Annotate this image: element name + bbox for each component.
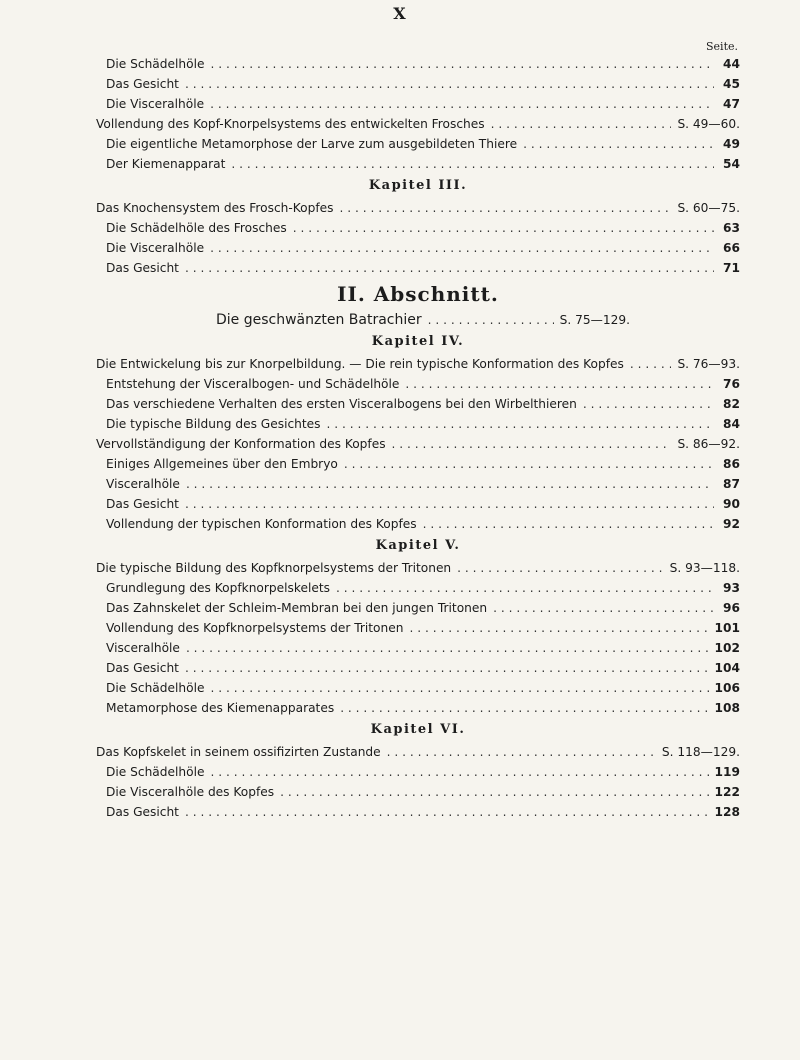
chapter-heading: Kapitel IV. [371,334,465,349]
dot-leader [210,762,708,782]
entry-title: Die Entwickelung bis zur Knorpelbildung. — Die rein typische Konformation des Kopfes [96,357,624,371]
toc-chapter-entry [96,198,740,218]
entry-page: S. 76—93. [677,357,740,371]
toc-entry [96,598,740,618]
toc-entry [96,514,740,534]
section-heading: II. Abschnitt. [337,282,499,306]
entry-title: Die eigentliche Metamorphose der Larve zum ausgebildeten Thiere [106,137,518,151]
entry-title: Grundlegung des Kopfknorpelskelets [106,581,330,595]
entry-page: 49 [723,137,740,151]
toc-entry [96,618,740,638]
toc-entry [96,394,740,414]
entry-page: 101 [714,621,740,635]
dot-leader [630,354,672,374]
toc-entry [96,678,740,698]
entry-title: Entstehung der Visceralbogen- und Schädelhöle [106,377,400,391]
entry-page: S. 86—92. [677,437,740,451]
toc-entry [96,454,740,474]
entry-page: 71 [723,261,740,275]
dot-leader [344,454,714,474]
dot-leader [392,434,672,454]
dot-leader [336,578,714,598]
dot-leader [280,782,708,802]
toc-entry [96,414,740,434]
entry-title: Die typische Bildung des Gesichtes [106,417,321,431]
entry-title: Die Schädelhöle des Frosches [106,221,287,235]
entry-page: 119 [714,765,740,779]
dot-leader [457,558,664,578]
entry-page: 45 [723,77,740,91]
entry-title: Das Gesicht [106,77,179,91]
entry-title: Vollendung des Kopf-Knorpelsystems des entwickelten Frosches [96,117,485,131]
entry-page: S. 75—129. [559,313,630,327]
entry-page: 104 [714,661,740,675]
toc-entry [96,258,740,278]
entry-page: 102 [714,641,740,655]
chapter-heading: Kapitel III. [368,178,468,193]
toc-entry [96,782,740,802]
section-subtitle-entry [96,310,740,330]
entry-page: 87 [723,477,740,491]
dot-leader [210,54,714,74]
entry-title: Die Schädelhöle [106,765,205,779]
toc-entry [96,374,740,394]
dot-leader [185,658,709,678]
toc-chapter-entry [96,354,740,374]
entry-title: Vervollständigung der Konformation des Kopfes [96,437,386,451]
entry-page: S. 49—60. [677,117,740,131]
toc-entry [96,134,740,154]
entry-title: Das Gesicht [106,497,179,511]
column-header-seite: Seite. [706,40,738,53]
dot-leader [409,618,708,638]
entry-title: Visceralhöle [106,641,180,655]
entry-title: Das verschiedene Verhalten des ersten Visceralbogens bei den Wirbelthieren [106,397,577,411]
dot-leader [231,154,714,174]
toc-chapter-entry [96,114,740,134]
dot-leader [186,638,709,658]
toc-entry [96,154,740,174]
dot-leader [185,494,714,514]
dot-leader [185,258,714,278]
dot-leader [387,742,656,762]
entry-page: 93 [723,581,740,595]
dot-leader [185,74,714,94]
toc-entry [96,218,740,238]
entry-title: Das Gesicht [106,805,179,819]
entry-title: Das Knochensystem des Frosch-Kopfes [96,201,334,215]
dot-leader [210,238,714,258]
entry-title: Der Kiemenapparat [106,157,226,171]
toc-entry [96,494,740,514]
entry-page: 128 [714,805,740,819]
entry-title: Die typische Bildung des Kopfknorpelsystems der Tritonen [96,561,452,575]
toc-entry [96,638,740,658]
entry-title: Die Visceralhöle [106,241,205,255]
entry-page: 84 [723,417,740,431]
dot-leader [405,374,714,394]
entry-title: Metamorphose des Kiemenapparates [106,701,335,715]
dot-leader [210,94,714,114]
entry-title: Einiges Allgemeines über den Embryo [106,457,338,471]
dot-leader [186,474,714,494]
entry-title: Visceralhöle [106,477,180,491]
entry-page: 96 [723,601,740,615]
toc-entry [96,698,740,718]
toc-entry [96,802,740,822]
toc-chapter-entry [96,742,740,762]
dot-leader [428,310,554,330]
entry-title: Das Gesicht [106,661,179,675]
toc-chapter-entry [96,434,740,454]
dot-leader [327,414,714,434]
entry-page: S. 60—75. [677,201,740,215]
dot-leader [340,198,672,218]
entry-page: S. 118—129. [661,745,740,759]
toc-chapter-entry [96,558,740,578]
entry-title: Vollendung des Kopfknorpelsystems der Tritonen [106,621,404,635]
entry-title: Das Kopfskelet in seinem ossifizirten Zustande [96,745,381,759]
toc-entry [96,474,740,494]
dot-leader [583,394,714,414]
toc-entry [96,94,740,114]
dot-leader [493,598,714,618]
dot-leader [523,134,714,154]
entry-page: 44 [723,57,740,71]
entry-title: Die Visceralhöle [106,97,205,111]
entry-title: Die Schädelhöle [106,681,205,695]
toc-entry [96,54,740,74]
toc-entry [96,578,740,598]
table-of-contents [96,40,740,822]
entry-page: 108 [714,701,740,715]
dot-leader [340,698,708,718]
entry-title: Das Zahnskelet der Schleim-Membran bei den jungen Tritonen [106,601,488,615]
chapter-heading: Kapitel V. [375,538,461,553]
entry-title: Die geschwänzten Batrachier [216,312,422,328]
dot-leader [185,802,709,822]
entry-page: 76 [723,377,740,391]
dot-leader [293,218,714,238]
toc-entry [96,658,740,678]
dot-leader [491,114,672,134]
entry-page: 66 [723,241,740,255]
page-number: X [393,4,407,23]
toc-body [96,54,740,822]
entry-title: Die Visceralhöle des Kopfes [106,785,275,799]
toc-entry [96,74,740,94]
entry-page: 82 [723,397,740,411]
entry-page: 122 [714,785,740,799]
entry-page: 54 [723,157,740,171]
entry-page: 86 [723,457,740,471]
toc-entry [96,238,740,258]
entry-page: 92 [723,517,740,531]
chapter-heading: Kapitel VI. [370,722,466,737]
entry-page: 47 [723,97,740,111]
toc-entry [96,762,740,782]
entry-title: Die Schädelhöle [106,57,205,71]
entry-page: S. 93—118. [669,561,740,575]
entry-page: 63 [723,221,740,235]
entry-title: Vollendung der typischen Konformation des Kopfes [106,517,417,531]
dot-leader [423,514,714,534]
dot-leader [210,678,708,698]
entry-page: 106 [714,681,740,695]
entry-page: 90 [723,497,740,511]
entry-title: Das Gesicht [106,261,179,275]
